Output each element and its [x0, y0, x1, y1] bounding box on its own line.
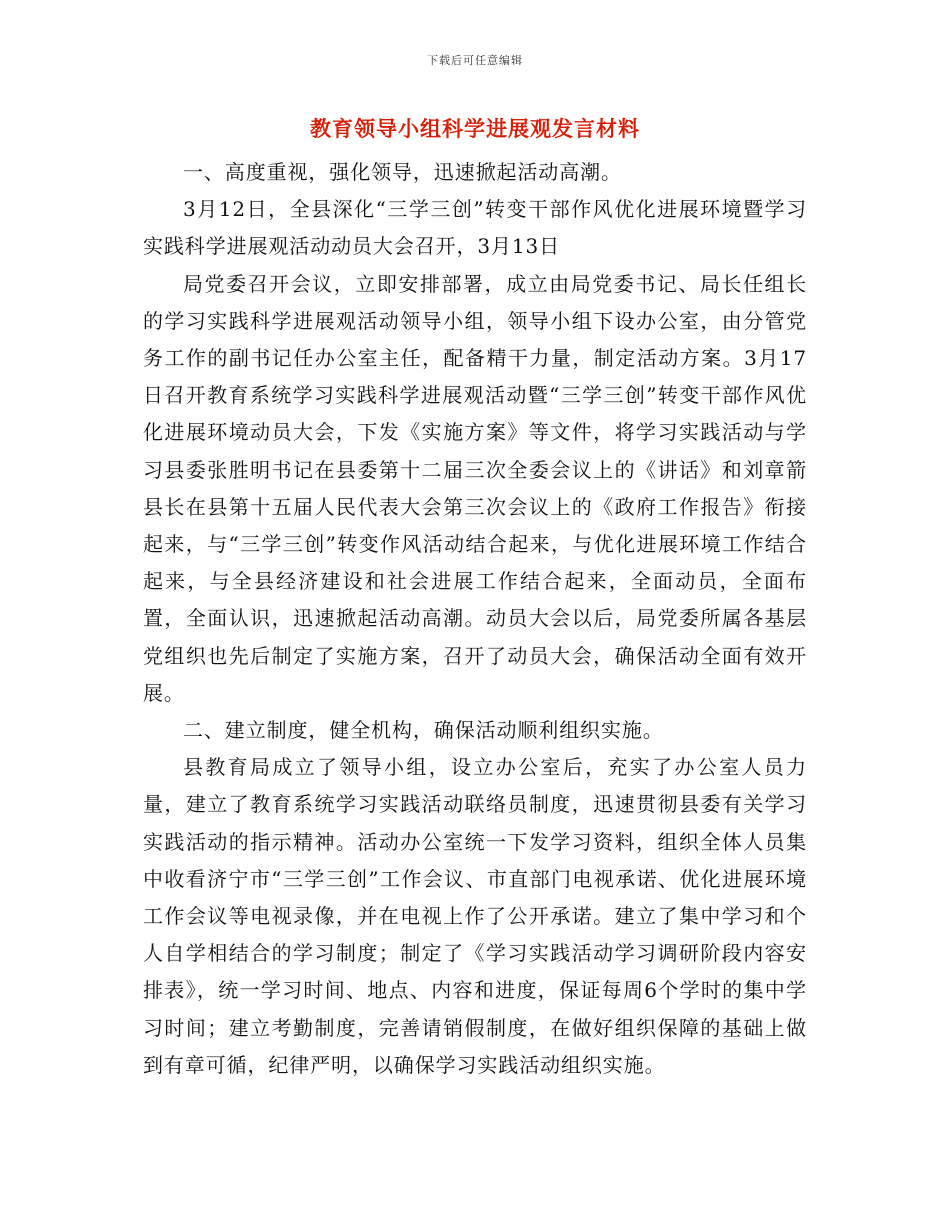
paragraph-party-committee: 局党委召开会议，立即安排部署，成立由局党委书记、局长任组长的学习实践科学进展观活动领导小组，领导小组下设办公室，由分管党务工作的副书记任办公室主任，配备精干力量，制定活动方案。3月17日召开教育系统学习实践科学进展观活动暨“三学三创”转变干部作风优化进展环境动员大会，下发《实施方案》等文件，将学习实践活动与学习县委张胜明书记在县委第十二届三次全委会议上的《讲话》和刘章箭县长在县第十五届人民代表大会第三次会议上的《政府工作报告》衔接起来，与“三学三创”转变作风活动结合起来，与优化进展环境工作结合起来，与全县经济建设和社会进展工作结合起来，全面动员，全面布置，全面认识，迅速掀起活动高潮。动员大会以后，局党委所属各基层党组织也先后制定了实施方案，召开了动员大会，确保活动全面有效开展。 [143, 271, 807, 705]
document-title: 教育领导小组科学进展观发言材料 [310, 116, 640, 141]
document-body [143, 154, 807, 1084]
page-header: 下载后可任意编辑 [427, 54, 523, 67]
section-heading-2: 二、建立制度，健全机构，确保活动顺利组织实施。 [183, 718, 664, 743]
paragraph-meeting-date: 3月12日，全县深化“三学三创”转变干部作风优化进展环境暨学习实践科学进展观活动动员大会召开，3月13日 [143, 197, 807, 259]
section-heading-1: 一、高度重视，强化领导，迅速掀起活动高潮。 [183, 160, 622, 184]
paragraph-education-bureau: 县教育局成立了领导小组，设立办公室后，充实了办公室人员力量，建立了教育系统学习实践活动联络员制度，迅速贯彻县委有关学习实践活动的指示精神。活动办公室统一下发学习资料，组织全体人员集中收看济宁市“三学三创”工作会议、市直部门电视承诺、优化进展环境工作会议等电视录像，并在电视上作了公开承诺。建立了集中学习和个人自学相结合的学习制度；制定了《学习实践活动学习调研阶段内容安排表》，统一学习时间、地点、内容和进度，保证每周6个学时的集中学习时间；建立考勤制度，完善请销假制度，在做好组织保障的基础上做到有章可循，纪律严明，以确保学习实践活动组织实施。 [143, 755, 807, 1077]
